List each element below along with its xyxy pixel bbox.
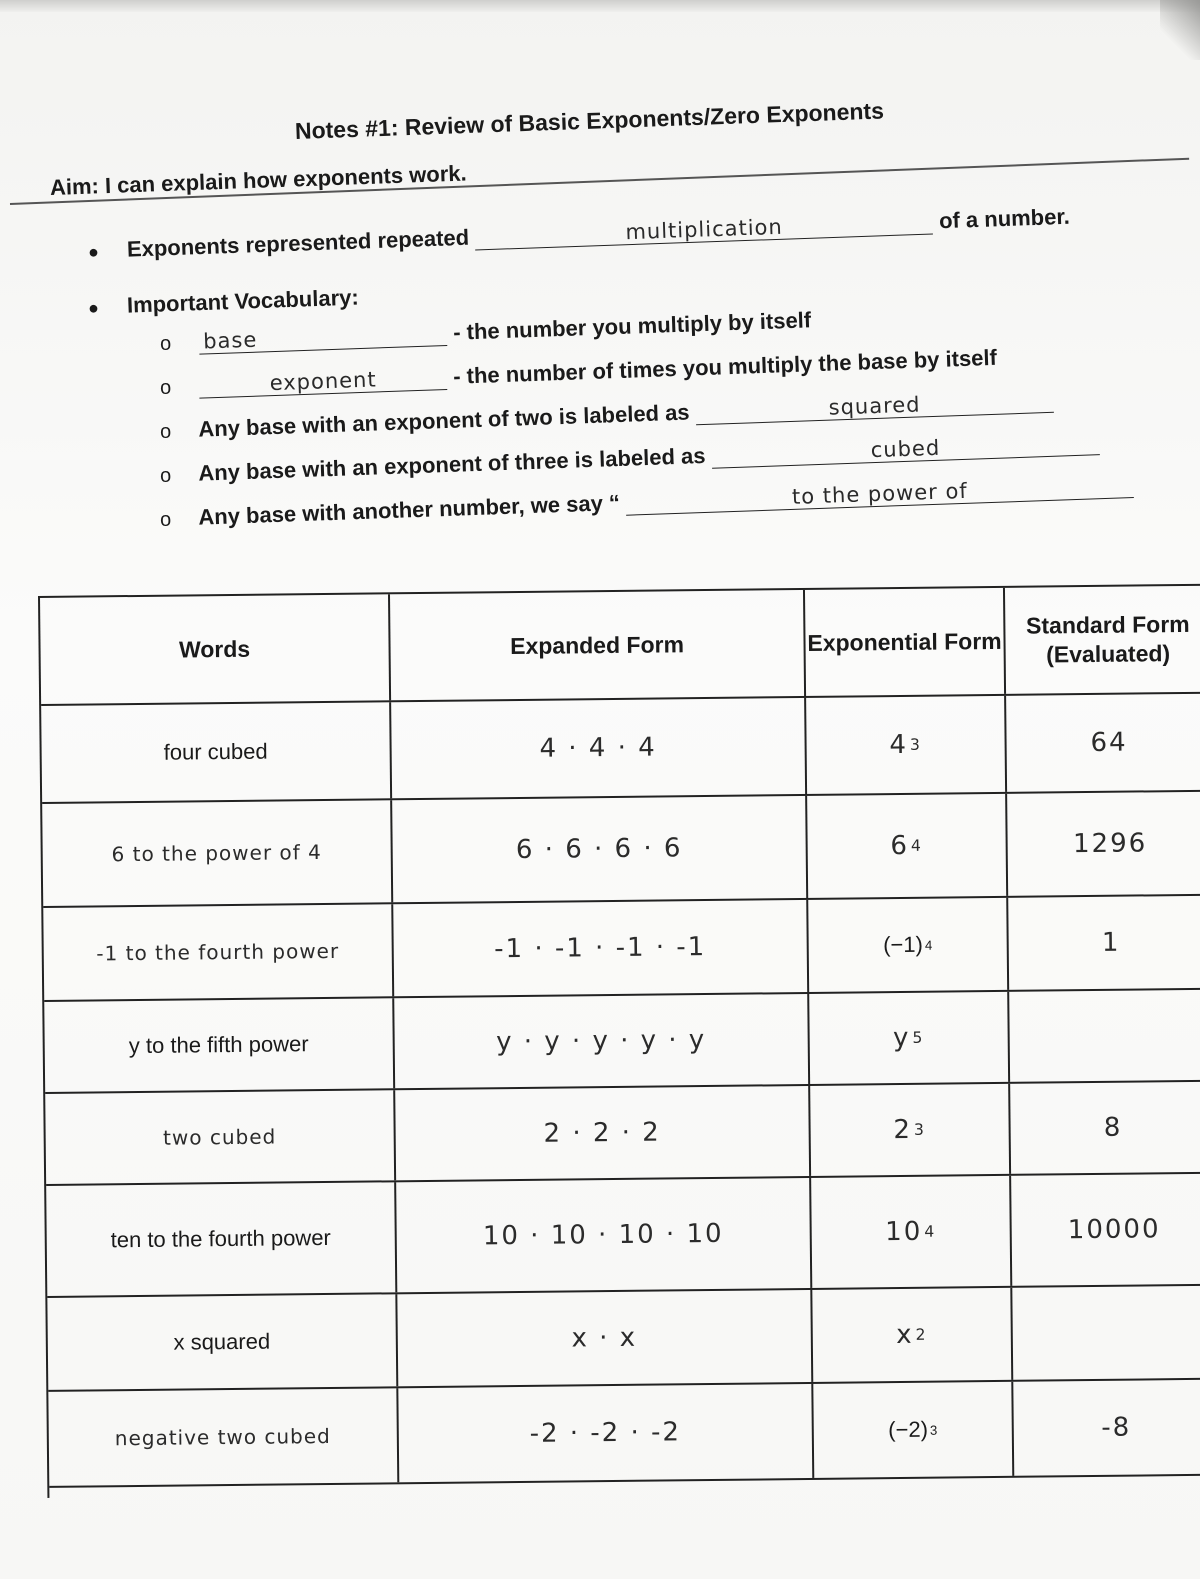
exp-base: y — [892, 1022, 911, 1054]
expanded-cell: 4 · 4 · 4 — [391, 698, 807, 798]
words-cell: four cubed — [41, 702, 392, 802]
standard-cell: 1296 — [1072, 828, 1148, 860]
base-answer: base — [199, 322, 448, 355]
circle-bullet-icon: o — [159, 332, 172, 355]
standard-cell: -8 — [1101, 1412, 1132, 1443]
standard-cell — [1009, 990, 1200, 1082]
words-cell: ten to the fourth power — [46, 1182, 397, 1296]
words-cell: two cubed — [45, 1090, 396, 1184]
expanded-cell: y · y · y · y · y — [394, 994, 810, 1088]
circle-bullet-icon: o — [159, 376, 172, 399]
page-title: Notes #1: Review of Basic Exponents/Zero Exponents — [294, 97, 885, 144]
table-header-row — [40, 586, 1200, 706]
exp-power: 5 — [912, 1028, 925, 1047]
power-answer: to the power of — [626, 474, 1135, 516]
bullet-dot-icon: ● — [87, 241, 100, 262]
standard-cell: 8 — [1103, 1112, 1123, 1143]
header-expanded-form: Expanded Form — [390, 590, 806, 700]
header-standard-form: Standard Form (Evaluated) — [1025, 611, 1190, 668]
expanded-cell: 6 · 6 · 6 · 6 — [392, 796, 808, 902]
expanded-cell: -1 · -1 · -1 · -1 — [393, 900, 809, 996]
expanded-cell: -2 · -2 · -2 — [398, 1384, 814, 1482]
table-row — [41, 694, 1200, 804]
vocab-heading: Important Vocabulary: — [126, 284, 360, 318]
vocab-item-base — [160, 307, 812, 356]
bullet-vocabulary — [88, 285, 360, 320]
exponents-prefix: Exponents represented repeated — [126, 224, 470, 262]
expanded-cell: 10 · 10 · 10 · 10 — [396, 1178, 812, 1292]
words-cell: negative two cubed — [48, 1388, 399, 1486]
exponential-cell — [811, 1176, 1012, 1288]
standard-cell: 10000 — [1067, 1214, 1161, 1246]
standard-cell: 64 — [1090, 727, 1128, 758]
cubed-prefix: Any base with an exponent of — [197, 449, 516, 486]
exp-base: (−2) — [888, 1416, 929, 1443]
exp-power: 4 — [924, 1222, 937, 1241]
exp-power: 2 — [915, 1325, 928, 1344]
exp-power: 4 — [924, 937, 933, 953]
exponential-cell — [808, 898, 1009, 992]
exponent-definition: - the number of times you multiply the base by itself — [452, 344, 998, 389]
exponential-cell — [807, 794, 1008, 898]
exponential-cell — [812, 1288, 1013, 1382]
exponential-cell — [806, 696, 1007, 794]
expanded-cell: 2 · 2 · 2 — [395, 1086, 811, 1180]
words-cell: y to the fifth power — [44, 998, 395, 1092]
cubed-suffix: is labeled as — [568, 442, 706, 473]
multiplication-answer: multiplication — [475, 211, 934, 251]
exponential-cell — [809, 992, 1010, 1084]
words-cell: -1 to the fourth power — [43, 904, 394, 1000]
squared-suffix: is labeled as — [552, 399, 690, 430]
power-prefix: Any base with another number, we say “ — [197, 489, 621, 530]
exp-power: 3 — [929, 1422, 938, 1438]
table-row — [45, 1082, 1200, 1186]
exp-base: 4 — [889, 729, 909, 761]
squared-answer: squared — [695, 389, 1054, 426]
standard-cell — [1012, 1286, 1200, 1380]
standard-cell: 1 — [1101, 927, 1121, 958]
exp-base: 2 — [893, 1114, 913, 1146]
exp-power: 3 — [913, 1120, 926, 1139]
words-cell: x squared — [47, 1294, 398, 1390]
exponent-answer: exponent — [199, 366, 448, 399]
cubed-bold-word: three — [514, 447, 569, 475]
exponential-cell — [810, 1084, 1011, 1176]
words-cell: 6 to the power of 4 — [42, 800, 393, 906]
header-exponential-form: Exponential Form — [805, 588, 1006, 696]
squared-bold-word: two — [514, 404, 554, 431]
table-row — [48, 1380, 1200, 1488]
squared-prefix: Any base with an exponent of — [197, 405, 516, 442]
vocab-item-exponent — [160, 345, 998, 400]
exp-power: 3 — [909, 735, 922, 754]
table-row — [43, 896, 1200, 1002]
exponents-table — [38, 584, 1200, 1498]
circle-bullet-icon: o — [159, 420, 172, 443]
bullet-dot-icon: ● — [87, 297, 100, 318]
exp-base: x — [895, 1319, 914, 1351]
exp-power: 4 — [910, 836, 923, 855]
aim-statement: Aim: I can explain how exponents work. — [49, 160, 468, 200]
exp-base: (−1) — [883, 931, 924, 958]
base-definition: - the number you multiply by itself — [452, 307, 812, 345]
exp-base: 10 — [885, 1216, 923, 1248]
circle-bullet-icon: o — [159, 508, 172, 531]
table-row — [46, 1174, 1200, 1298]
expanded-cell: x · x — [397, 1290, 813, 1386]
table-row — [47, 1286, 1200, 1392]
circle-bullet-icon: o — [159, 464, 172, 487]
exponents-suffix: of a number. — [938, 203, 1071, 234]
bullet-exponents-definition — [88, 204, 1071, 264]
table-row — [42, 792, 1200, 908]
exp-base: 6 — [890, 830, 910, 862]
header-words: Words — [40, 594, 391, 704]
exponential-cell — [813, 1382, 1014, 1478]
cubed-answer: cubed — [711, 431, 1100, 469]
table-row — [44, 990, 1200, 1094]
